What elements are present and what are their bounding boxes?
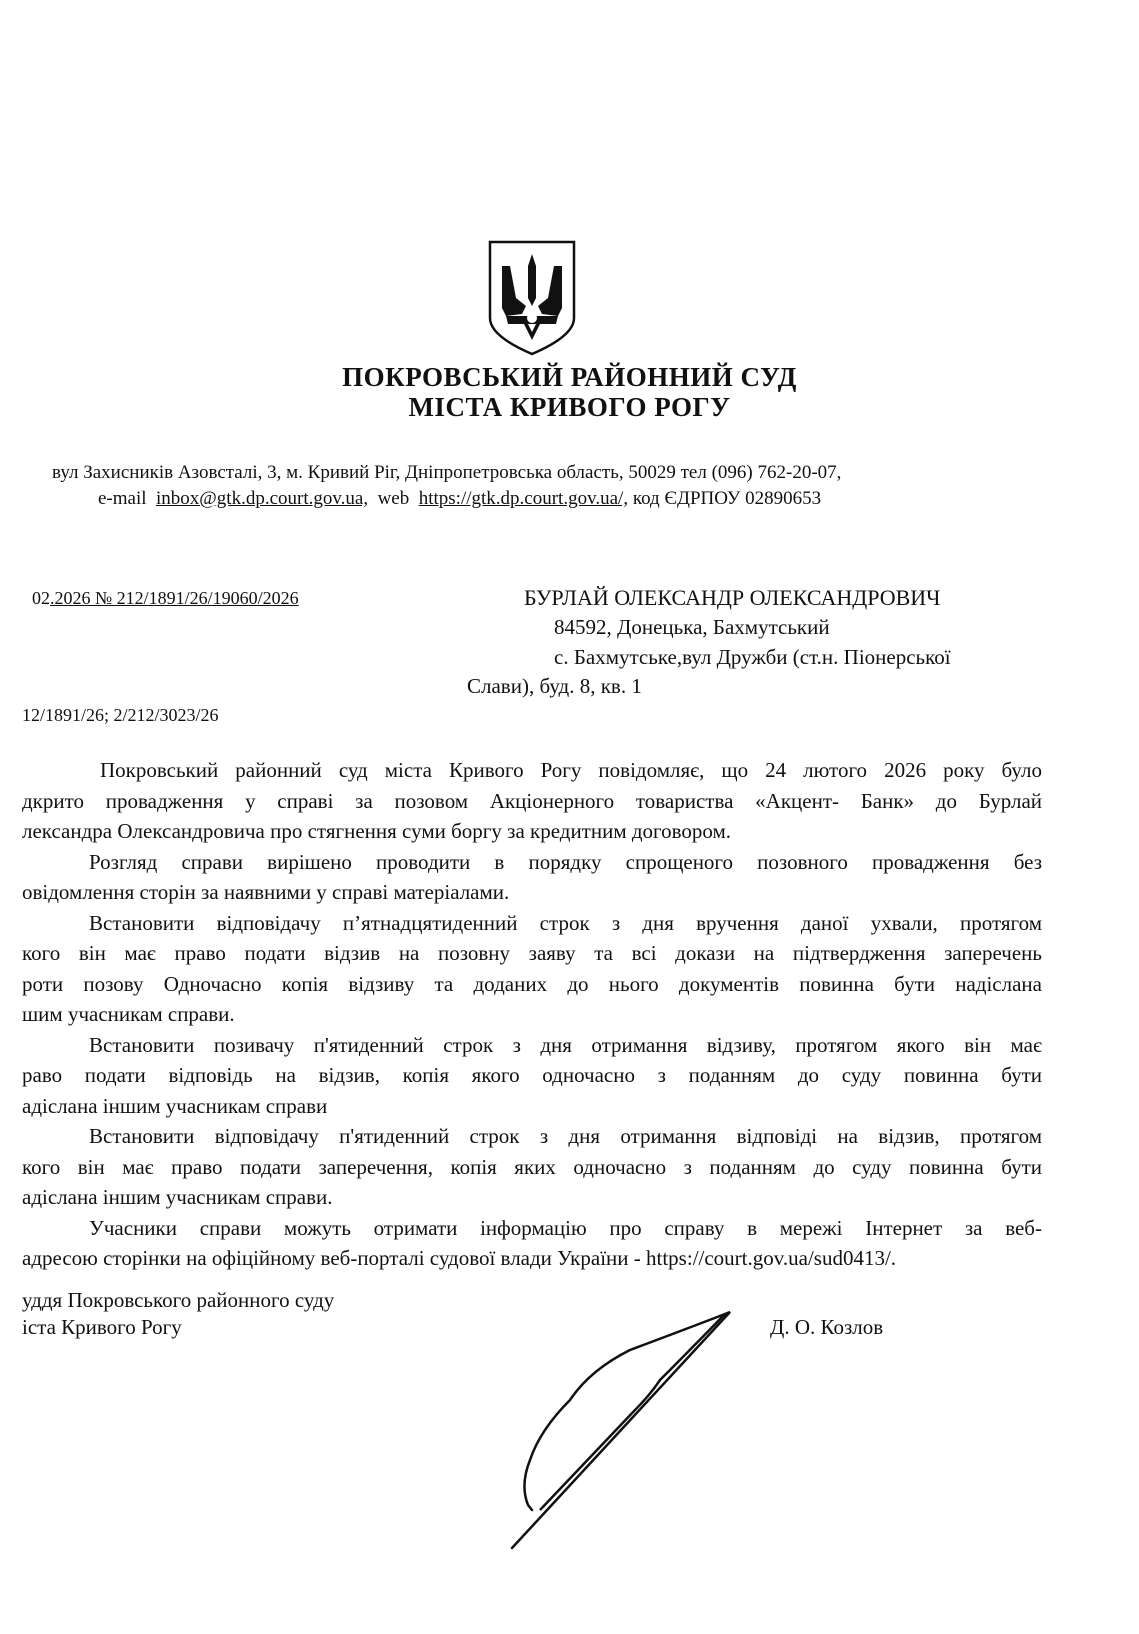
- court-name-line1: ПОКРОВСЬКИЙ РАЙОННИЙ СУД: [342, 362, 797, 392]
- court-contacts: [98, 488, 821, 510]
- body-line: овідомлення сторін за наявними у справі матеріалами.: [22, 880, 510, 904]
- body-line: Встановити позивачу п'ятиденний строк з дня отримання відзиву, протягом якого він має: [89, 1032, 1042, 1057]
- judge-position-line2: іста Кривого Рогу: [22, 1315, 182, 1339]
- body-line: дкрито провадження у справі за позовом Акціонерного товариства «Акцент- Банк» до Бурлай: [22, 788, 1042, 813]
- body-line: кого він має право подати заперечення, копія яких одночасно з поданням до суду повинна бути: [22, 1154, 1042, 1179]
- body-line: Розгляд справи вирішено проводити в порядку спрощеного позовного провадження без: [89, 849, 1042, 874]
- email-label: e-mail: [98, 488, 147, 509]
- body-line: кого він має право подати відзив на позовну заяву та всі докази на підтвердження заперечень: [22, 941, 1042, 965]
- email-link[interactable]: inbox@gtk.dp.court.gov.ua,: [156, 488, 369, 509]
- court-name-line2: МІСТА КРИВОГО РОГУ: [408, 392, 731, 422]
- body-line: адіслана іншим учасникам справи: [22, 1093, 328, 1118]
- registration-number: .2026 № 212/1891/26/19060/2026: [50, 588, 299, 608]
- body-line: лександра Олександровича про стягнення суми боргу за кредитним договором.: [22, 819, 732, 843]
- court-address: вул Захисників Азовсталі, 3, м. Кривий Ріг, Дніпропетровська область, 50029 тел (096) 762-20-07,: [52, 462, 842, 483]
- judge-position-line1: уддя Покровського районного суду: [22, 1288, 335, 1312]
- registration-date-prefix: 02: [32, 588, 50, 608]
- web-link[interactable]: https://gtk.dp.court.gov.ua/,: [418, 488, 629, 509]
- case-numbers: 12/1891/26; 2/212/3023/26: [22, 705, 219, 725]
- handwritten-signature-icon: [510, 1310, 830, 1550]
- body-line: Встановити відповідачу п’ятнадцятиденний строк з дня вручення даної ухвали, протягом: [89, 910, 1042, 935]
- outgoing-registration: [32, 588, 299, 609]
- body-line: Учасники справи можуть отримати інформацію про справу в мережі Інтернет за веб-: [89, 1215, 1042, 1240]
- recipient-address-line2: с. Бахмутське,вул Дружби (ст.н. Піонерської: [554, 645, 951, 669]
- body-line: Встановити відповідачу п'ятиденний строк з дня отримання відповіді на відзив, протягом: [89, 1124, 1042, 1148]
- body-line: адресою сторінки на офіційному веб-порталі судової влади України - https://court.gov.ua/sud0413/.: [22, 1246, 897, 1270]
- recipient-address-line3: Слави), буд. 8, кв. 1: [467, 674, 642, 698]
- edrpou-code: код ЄДРПОУ 02890653: [632, 488, 822, 509]
- web-label: web: [377, 488, 410, 509]
- body-line: адіслана іншим учасникам справи.: [22, 1185, 333, 1209]
- judge-name: Д. О. Козлов: [770, 1315, 884, 1339]
- body-line: роти позову Одночасно копія відзиву та доданих до нього документів повинна бути надіслана: [22, 971, 1042, 996]
- recipient-address-line1: 84592, Донецька, Бахмутський: [554, 615, 830, 639]
- body-line: раво подати відповідь на відзив, копія якого одночасно з поданням до суду повинна бути: [22, 1063, 1042, 1087]
- trident-coat-of-arms-icon: [486, 236, 578, 356]
- body-line: Покровський районний суд міста Кривого Рогу повідомляє, що 24 лютого 2026 року було: [100, 758, 1042, 782]
- body-line: шим учасникам справи.: [22, 1002, 235, 1026]
- recipient-name: БУРЛАЙ ОЛЕКСАНДР ОЛЕКСАНДРОВИЧ: [524, 585, 941, 610]
- notice-body: [22, 755, 1042, 1274]
